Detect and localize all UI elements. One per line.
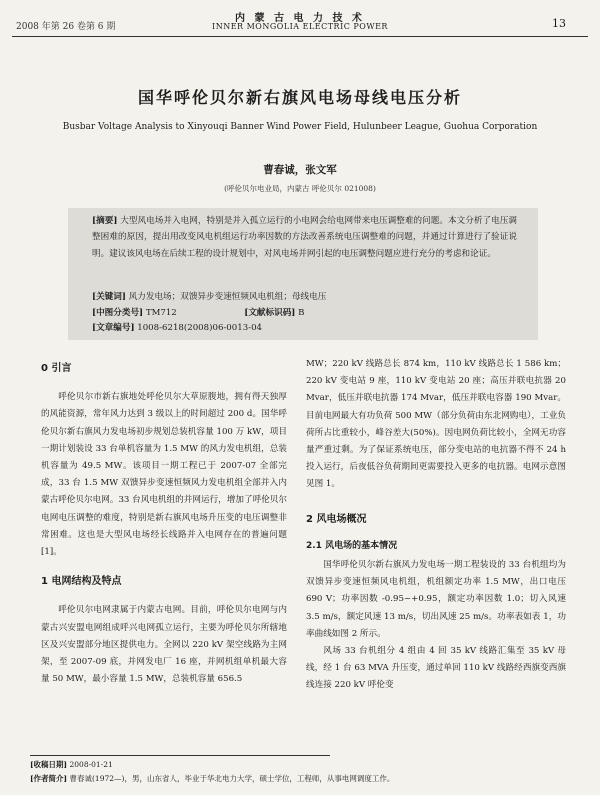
left-column bbox=[41, 360, 287, 688]
section-2-1-paragraph-2: 风场 33 台机组分 4 组由 4 回 35 kV 线路汇集至 35 kV 母线，经 1 台 63 MVA 升压变，通过单回 110 kV 线路经西旗变西旗线连接 220 kV 呼伦变 bbox=[306, 646, 566, 691]
abstract-label: [摘要] bbox=[92, 216, 118, 226]
right-column bbox=[306, 356, 566, 695]
author-bio-text: 曹春诚(1972—)，男，山东省人，毕业于华北电力大学，硕士学位，工程师，从事电网调度工作。 bbox=[69, 774, 395, 783]
section-2-1-paragraph-1: 国华呼伦贝尔新右旗风力发电场一期工程装设的 33 台机组均为双馈异步变速恒频风电机组，机组额定功率 1.5 MW，出口电压 690 V；功率因数 -0.95~+0.95，额定功率因数 1.0；切入风速 3.5 m/s，额定风速 13 m/s，切出风速 25 m/s。功率表如表 1，功率曲线如图 2 所示。 bbox=[306, 560, 566, 639]
author-bio-label: [作者简介] bbox=[30, 774, 68, 783]
keywords bbox=[92, 290, 522, 304]
doc-code-value: B bbox=[298, 308, 305, 318]
clc-label: [中图分类号] bbox=[92, 308, 144, 318]
clc-value: TM712 bbox=[145, 308, 177, 318]
section-2-heading: 2 风电场概况 bbox=[306, 513, 367, 525]
received-date bbox=[30, 759, 570, 770]
classification bbox=[92, 306, 522, 320]
received-value: 2008-01-21 bbox=[69, 760, 113, 769]
authors: 曹春诚，张文军 bbox=[263, 164, 337, 176]
section-1-paragraph: 呼伦贝尔电网隶属于内蒙古电网。目前，呼伦贝尔电网与内蒙古兴安盟电网组成呼兴电网孤立运行，主要为呼伦贝尔所辖地区及兴安盟部分地区提供电力。全网以 220 kV 架空线路为主网架，至 2007-09 底，并网发电厂 16 座，并网机组单机最大容量 50 MW，最小容量 1.5 MW，总装机容量 656.5 bbox=[41, 605, 287, 685]
keywords-label: [关键词] bbox=[92, 292, 126, 302]
author-bio bbox=[30, 773, 570, 784]
issue-info: 2008 年第 26 卷第 6 期 bbox=[16, 22, 116, 32]
article-number bbox=[92, 321, 522, 335]
affiliation: (呼伦贝尔电业局，内蒙古 呼伦贝尔 021008) bbox=[224, 184, 376, 193]
section-2-1-heading: 2.1 风电场的基本情况 bbox=[306, 540, 398, 551]
article-no-label: [文章编号] bbox=[92, 323, 135, 333]
abstract-text: 大型风电场并入电网，特别是并入孤立运行的小电网会给电网带来电压调整难的问题。本文分析了电压调整困难的原因，提出用改变风电机组运行功率因数的方法改善系统电压调整难的问题，并通过计算进行了验证说明。建议该风电场在后续工程的设计规划中，对风电场并网引起的电压调整问题应进行充分的考虑和论证。 bbox=[92, 216, 517, 259]
section-1-paragraph-cont: MW；220 kV 线路总长 874 km，110 kV 线路总长 1 586 km；220 kV 变电站 9 座，110 kV 变电站 20 座；高压并联电抗器 20 Mvar，低压并联电抗器 174 Mvar，低压并联电容器 190 Mvar。目前电网最大有功负荷 500 MW（部分负荷由东北网购电），工业负荷所占比重较小，峰谷差大(50%)。因电网负荷比较小，全网无功容量严重过剩。为了保证系统电压，部分变电站的电抗器不得不 24 h 投入运行，后夜低谷负荷期间更需要投入更多的电抗器。电网示意图见图 1。 bbox=[306, 359, 566, 490]
footnote-rule bbox=[30, 755, 330, 756]
article-no-value: 1008-6218(2008)06-0013-04 bbox=[137, 323, 263, 333]
header-rule bbox=[12, 36, 588, 37]
doc-code-label: [文献标识码] bbox=[244, 308, 296, 318]
journal-title-en: INNER MONGOLIA ELECTRIC POWER bbox=[212, 22, 388, 31]
section-1-heading: 1 电网结构及特点 bbox=[41, 576, 122, 588]
abstract bbox=[92, 213, 517, 262]
page-number: 13 bbox=[552, 17, 566, 30]
received-label: [收稿日期] bbox=[30, 760, 68, 769]
keywords-text: 风力发电场；双馈异步变速恒频风电机组；母线电压 bbox=[128, 292, 327, 302]
article-title-en: Busbar Voltage Analysis to Xinyouqi Banner Wind Power Field, Hulunbeer League, Guohua Corporation bbox=[62, 122, 538, 132]
journal-title: 内 蒙 古 电 力 技 术 bbox=[235, 13, 365, 24]
section-0-paragraph: 呼伦贝尔市新右旗地处呼伦贝尔大草原腹地，拥有得天独厚的风能资源，常年风力达到 3 级以上的时间超过 200 d。国华呼伦贝尔新右旗风力发电场初步规划总装机容量 100 万 kW，项目一期计划装设 33 台单机容量为 1.5 MW 的风力发电机组，总装机容量为 49.5 MW。该项目一期工程已于 2007-07 全部完成，33 台 1.5 MW 双馈异步变速恒频风力发电机组全部并入内蒙古呼伦贝尔电网。33 台风电机组的并网运行，增加了呼伦贝尔电网电压调整的难度，特别是新右旗风电场升压变的电压调整非常困难。这也是大型风电场经长线路并入电网存在的普遍问题[1]。 bbox=[41, 392, 287, 558]
article-title: 国华呼伦贝尔新右旗风电场母线电压分析 bbox=[137, 88, 462, 107]
section-0-heading: 0 引言 bbox=[41, 363, 72, 374]
